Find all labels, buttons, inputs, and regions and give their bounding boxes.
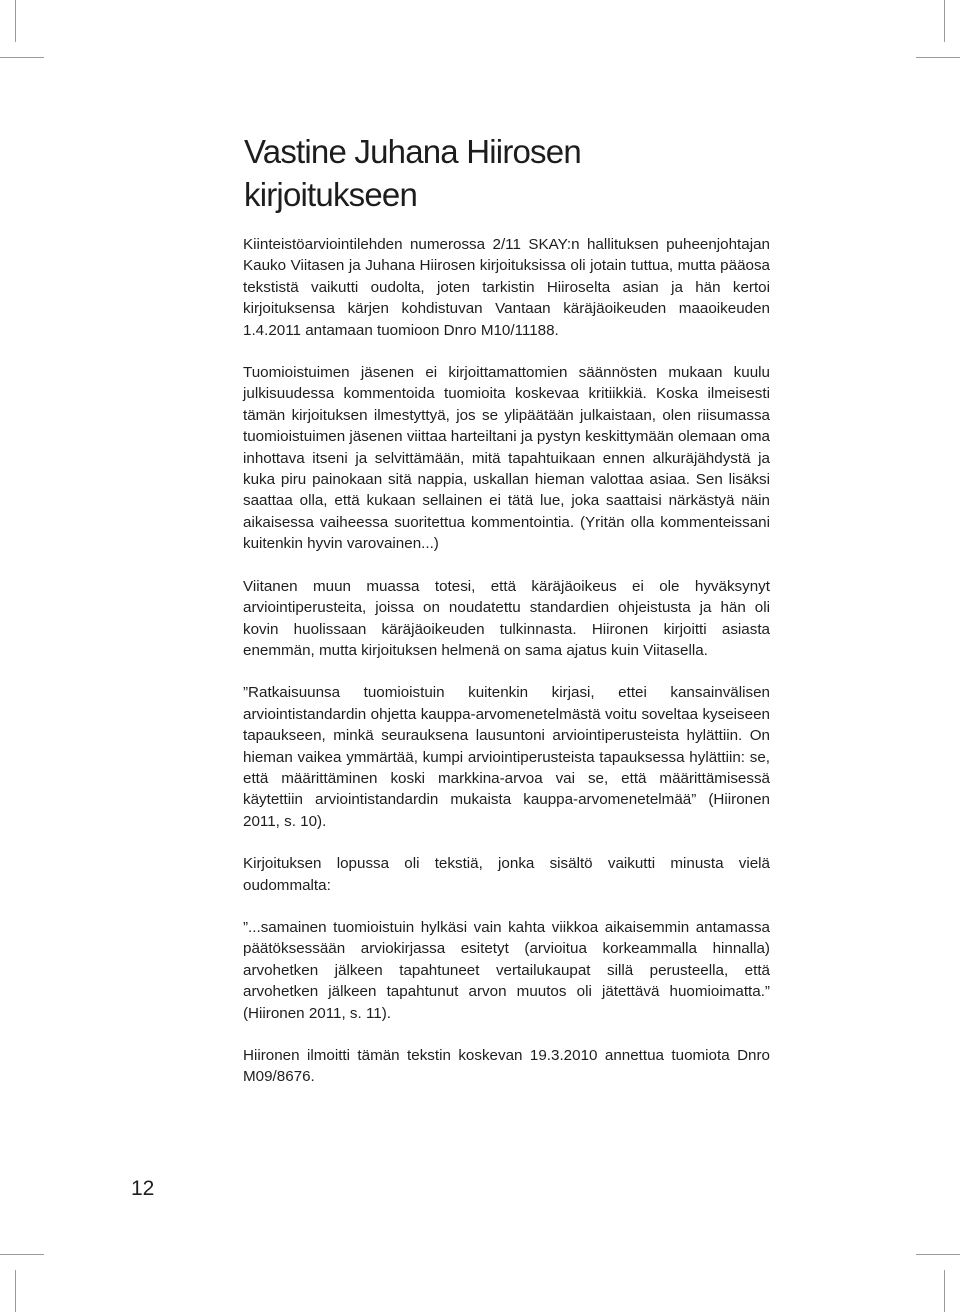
paragraph-closing: Hiironen ilmoitti tämän tekstin koskevan 19.3.2010 annettua tuomiota Dnro M09/8676. bbox=[243, 1047, 770, 1086]
paragraph-intro: Kiinteistöarviointilehden numerossa 2/11 SKAY:n hallituksen puheenjohtajan Kauko Viitasen ja Juhana Hiirosen kirjoituksissa oli jotain tuttua, mutta pääosa tekstistä vaikutti oudolta, joten tarkistin Hiiroselta asian ja hän kertoi kirjoituksensa kärjen kohdistuvan Vantaan käräjäoikeuden maaoikeuden 1.4.2011 antamaan tuomioon Dnro M10/11188. bbox=[243, 236, 770, 339]
crop-mark-top-left bbox=[0, 57, 44, 58]
article-title-line-1: Vastine Juhana Hiirosen bbox=[244, 133, 581, 170]
quote-hiironen-1: ”Ratkaisuunsa tuomioistuin kuitenkin kirjasi, ettei kansainvälisen arviointistandardin ohjetta kauppa-arvomenetelmästä voitu soveltaa kyseiseen tapaukseen, minkä seurauksena lausuntoni arviointiperusteista hylättiin. On hieman vaikea ymmärtää, kumpi arviointiperusteista tapauksessa hylättiin: se, että määrittäminen koski markkina-arvoa vai se, että määrittämisessä käytettiin arviointistandardin mukaista kauppa-arvomenetelmää” (Hiironen 2011, s. 10). bbox=[243, 684, 770, 830]
crop-mark-bottom-right bbox=[944, 1270, 945, 1312]
crop-mark-top-left bbox=[15, 0, 16, 42]
crop-mark-bottom-left bbox=[15, 1270, 16, 1312]
article-title-line-2: kirjoitukseen bbox=[244, 176, 418, 213]
crop-mark-bottom-left bbox=[0, 1254, 44, 1255]
crop-mark-top-right bbox=[916, 57, 960, 58]
paragraph-end-text: Kirjoituksen lopussa oli tekstiä, jonka sisältö vaikutti minusta vielä oudommalta: bbox=[243, 855, 770, 894]
article-body bbox=[243, 234, 770, 1109]
crop-mark-bottom-right bbox=[916, 1254, 960, 1255]
paragraph-court-member: Tuomioistuimen jäsenen ei kirjoittamattomien säännösten mukaan kuulu julkisuudessa kommentoida tuomioita koskevaa kritiikkiä. Koska ilmeisesti tämän kirjoituksen ilmestyttyä, jos se ylipäätään julkaistaan, olen riisumassa tuomioistuimen jäsenen viittaa harteiltani ja pystyn keskittymään olemaan oma inhottava itseni ja selvittämään, mitä tapahtuikaan ennen alkuräjähdystä ja kuka piru painokaan sitä nappia, uskallan hieman valottaa asiaa. Sen lisäksi saattaa olla, että kukaan sellainen ei tätä lue, joka saattaisi närkästyä näin aikaisessa vaiheessa suoritettua kommentointia. (Yritän olla kommenteissani kuitenkin hyvin varovainen...) bbox=[243, 364, 770, 553]
article-title bbox=[244, 130, 581, 216]
page-number: 12 bbox=[131, 1177, 155, 1200]
quote-hiironen-2: ”...samainen tuomioistuin hylkäsi vain kahta viikkoa aikaisemmin antamassa päätöksessään arviokirjassa esitetyt (arvioitua korkeammalla hinnalla) arvohetken jälkeen tapahtuneet vertailukaupat sillä perusteella, että arvohetken jälkeen tapahtunut arvon muutos oli jätettävä huomioimatta.” (Hiironen 2011, s. 11). bbox=[243, 918, 770, 1022]
crop-mark-top-right bbox=[944, 0, 945, 42]
paragraph-viitanen: Viitanen muun muassa totesi, että käräjäoikeus ei ole hyväksynyt arviointiperusteita, joissa on noudatettu standardien ohjeistusta ja hän oli kovin huolissaan käräjäoikeuden tulkinnasta. Hiironen kirjoitti asiasta enemmän, mutta kirjoituksen helmenä on sama ajatus kuin Viitasella. bbox=[243, 577, 770, 659]
